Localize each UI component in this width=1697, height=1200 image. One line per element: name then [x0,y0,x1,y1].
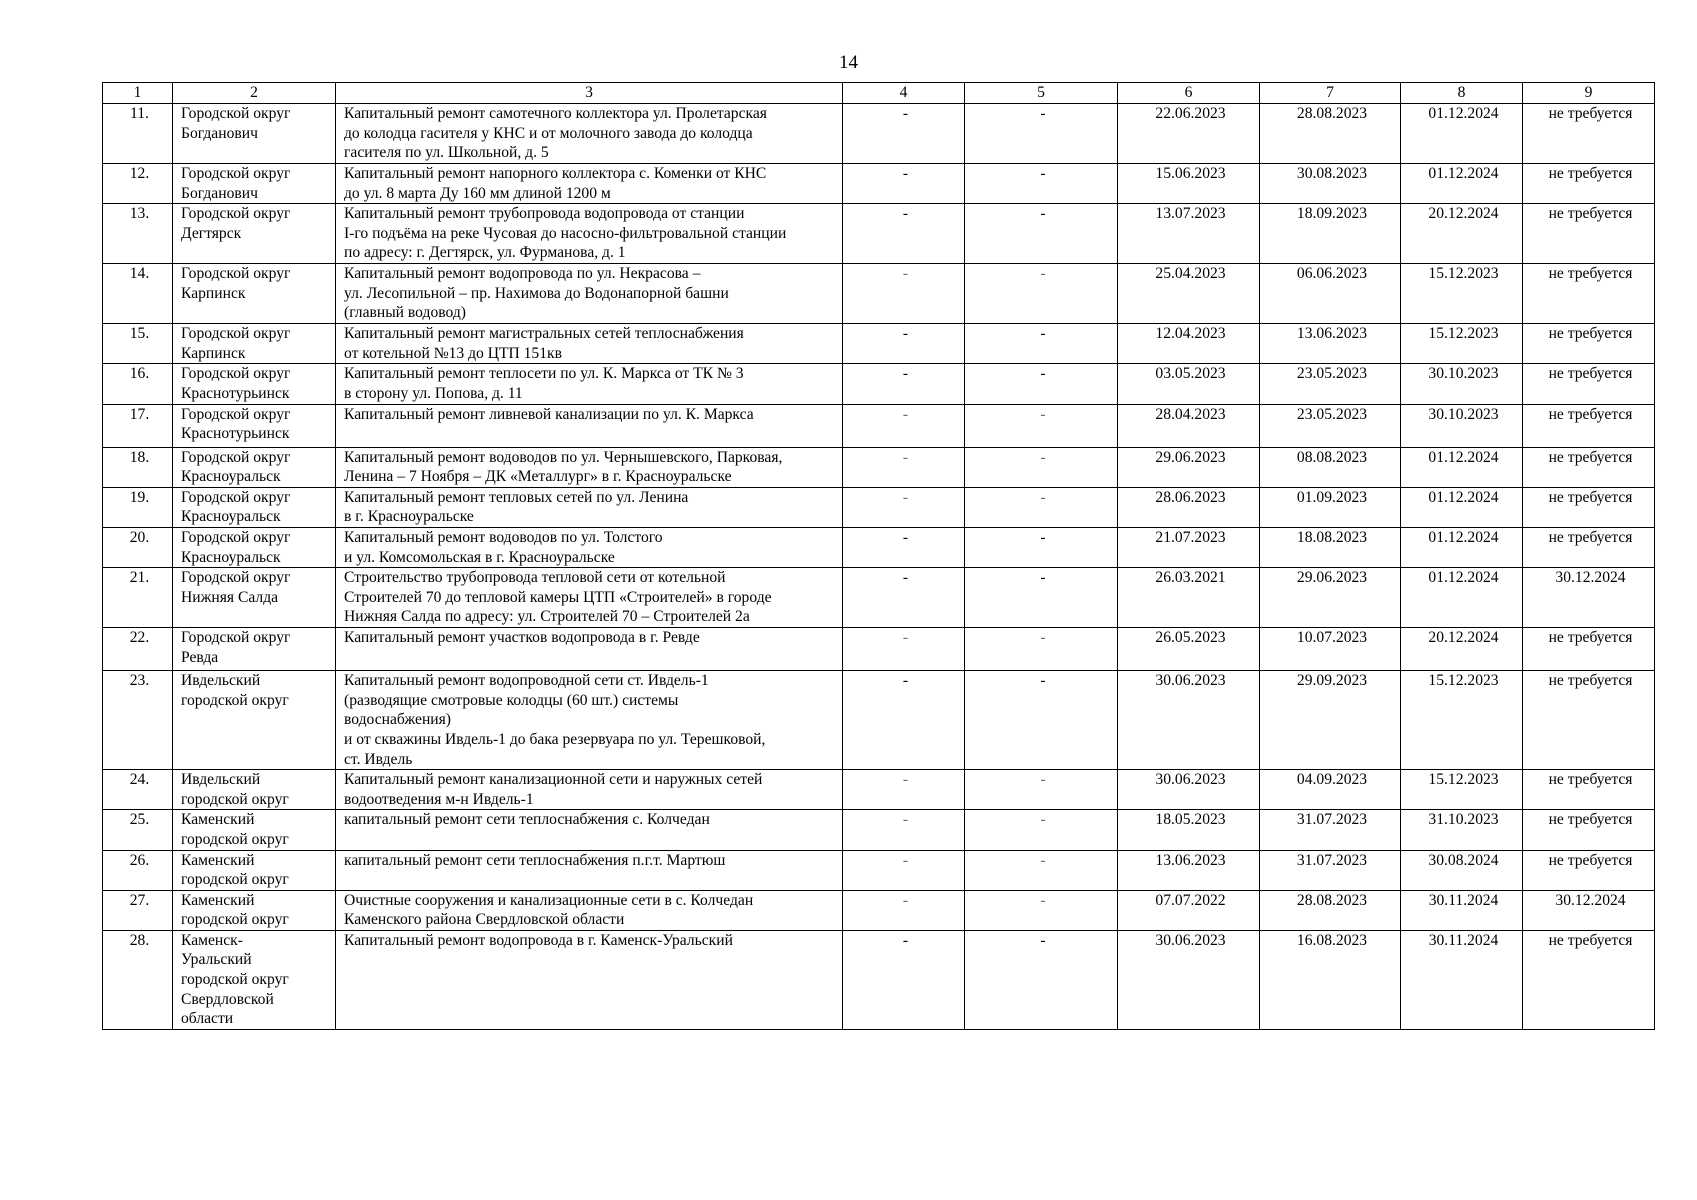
col9-cell: не требуется [1523,164,1655,204]
col9-cell: не требуется [1523,487,1655,527]
description-cell: Капитальный ремонт водопровода по ул. Некрасова – ул. Лесопильной – пр. Нахимова до Водонапорной башни (главный водовод) [336,264,843,324]
municipality-cell: Каменский городской округ [173,890,336,930]
col6-date-cell: 30.06.2023 [1118,930,1260,1029]
col5-cell: - [965,890,1118,930]
col8-date-cell: 01.12.2024 [1401,447,1523,487]
col8-date-cell: 30.11.2024 [1401,930,1523,1029]
row-number: 26. [103,850,173,890]
col8-date-cell: 20.12.2024 [1401,628,1523,671]
col8-date-cell: 20.12.2024 [1401,204,1523,264]
col5-cell: - [965,770,1118,810]
table-row [103,164,1655,204]
municipality-cell: Ивдельский городской округ [173,770,336,810]
col9-cell: не требуется [1523,404,1655,447]
col5-cell: - [965,527,1118,567]
header-row [103,83,1655,104]
row-number: 15. [103,324,173,364]
col7-date-cell: 31.07.2023 [1260,850,1401,890]
col4-cell: - [843,671,965,770]
col8-date-cell: 30.10.2023 [1401,404,1523,447]
page-number: 14 [839,52,858,73]
description-cell: капитальный ремонт сети теплоснабжения с. Колчедан [336,810,843,850]
col7-date-cell: 29.06.2023 [1260,568,1401,628]
municipality-cell: Каменский городской округ [173,810,336,850]
col4-cell: - [843,264,965,324]
description-cell: Капитальный ремонт напорного коллектора с. Коменки от КНС до ул. 8 марта Ду 160 мм длиной 1200 м [336,164,843,204]
col5-cell: - [965,164,1118,204]
row-number: 17. [103,404,173,447]
col4-cell: - [843,404,965,447]
col8-date-cell: 30.10.2023 [1401,364,1523,404]
col7-date-cell: 06.06.2023 [1260,264,1401,324]
description-cell: Капитальный ремонт магистральных сетей теплоснабжения от котельной №13 до ЦТП 151кв [336,324,843,364]
description-cell: Капитальный ремонт тепловых сетей по ул. Ленина в г. Красноуральске [336,487,843,527]
col6-date-cell: 07.07.2022 [1118,890,1260,930]
row-number: 11. [103,104,173,164]
col4-cell: - [843,810,965,850]
col7-date-cell: 04.09.2023 [1260,770,1401,810]
column-header: 5 [965,83,1118,104]
col7-date-cell: 18.08.2023 [1260,527,1401,567]
col8-date-cell: 15.12.2023 [1401,324,1523,364]
table-row [103,204,1655,264]
col7-date-cell: 13.06.2023 [1260,324,1401,364]
col9-cell: 30.12.2024 [1523,568,1655,628]
col5-cell: - [965,324,1118,364]
col9-cell: не требуется [1523,810,1655,850]
table-row [103,930,1655,1029]
municipality-cell: Городской округ Нижняя Салда [173,568,336,628]
col8-date-cell: 31.10.2023 [1401,810,1523,850]
data-table [102,82,1655,1030]
col9-cell: не требуется [1523,324,1655,364]
table-row [103,628,1655,671]
col7-date-cell: 28.08.2023 [1260,890,1401,930]
col6-date-cell: 15.06.2023 [1118,164,1260,204]
col4-cell: - [843,930,965,1029]
col5-cell: - [965,104,1118,164]
col7-date-cell: 28.08.2023 [1260,104,1401,164]
col5-cell: - [965,810,1118,850]
col6-date-cell: 12.04.2023 [1118,324,1260,364]
municipality-cell: Городской округ Дегтярск [173,204,336,264]
col7-date-cell: 23.05.2023 [1260,364,1401,404]
col6-date-cell: 18.05.2023 [1118,810,1260,850]
row-number: 14. [103,264,173,324]
row-number: 27. [103,890,173,930]
row-number: 23. [103,671,173,770]
col5-cell: - [965,930,1118,1029]
table-row [103,671,1655,770]
col7-date-cell: 31.07.2023 [1260,810,1401,850]
col5-cell: - [965,628,1118,671]
table-row [103,810,1655,850]
col8-date-cell: 01.12.2024 [1401,487,1523,527]
col7-date-cell: 23.05.2023 [1260,404,1401,447]
table-row [103,104,1655,164]
municipality-cell: Городской округ Краснотурьинск [173,364,336,404]
row-number: 24. [103,770,173,810]
col6-date-cell: 21.07.2023 [1118,527,1260,567]
column-header: 1 [103,83,173,104]
row-number: 12. [103,164,173,204]
col9-cell: не требуется [1523,930,1655,1029]
col6-date-cell: 13.06.2023 [1118,850,1260,890]
col6-date-cell: 30.06.2023 [1118,770,1260,810]
col4-cell: - [843,527,965,567]
col9-cell: не требуется [1523,447,1655,487]
col6-date-cell: 25.04.2023 [1118,264,1260,324]
col8-date-cell: 15.12.2023 [1401,671,1523,770]
description-cell: Очистные сооружения и канализационные сети в с. Колчедан Каменского района Свердловской области [336,890,843,930]
col4-cell: - [843,164,965,204]
col5-cell: - [965,364,1118,404]
row-number: 25. [103,810,173,850]
column-header: 4 [843,83,965,104]
description-cell: Капитальный ремонт водопроводной сети ст. Ивдель-1 (разводящие смотровые колодцы (60 шт.) системы водоснабжения) и от скважины Ивдель-1 до бака резервуара по ул. Терешковой, ст. Ивдель [336,671,843,770]
col9-cell: не требуется [1523,204,1655,264]
description-cell: Строительство трубопровода тепловой сети от котельной Строителей 70 до тепловой камеры ЦТП «Строителей» в городе Нижняя Салда по адресу: ул. Строителей 70 – Строителей 2а [336,568,843,628]
municipality-cell: Городской округ Карпинск [173,264,336,324]
row-number: 13. [103,204,173,264]
row-number: 18. [103,447,173,487]
description-cell: Капитальный ремонт трубопровода водопровода от станции I-го подъёма на реке Чусовая до насосно-фильтровальной станции по адресу: г. Дегтярск, ул. Фурманова, д. 1 [336,204,843,264]
col7-date-cell: 10.07.2023 [1260,628,1401,671]
municipality-cell: Каменск- Уральский городской округ Свердловской области [173,930,336,1029]
municipality-cell: Городской округ Красноуральск [173,527,336,567]
col6-date-cell: 28.06.2023 [1118,487,1260,527]
col9-cell: не требуется [1523,104,1655,164]
col6-date-cell: 22.06.2023 [1118,104,1260,164]
description-cell: Капитальный ремонт участков водопровода в г. Ревде [336,628,843,671]
col4-cell: - [843,364,965,404]
col4-cell: - [843,104,965,164]
table-row [103,568,1655,628]
col5-cell: - [965,487,1118,527]
col9-cell: не требуется [1523,850,1655,890]
table-row [103,527,1655,567]
col5-cell: - [965,447,1118,487]
col6-date-cell: 29.06.2023 [1118,447,1260,487]
municipality-cell: Городской округ Краснотурьинск [173,404,336,447]
col8-date-cell: 01.12.2024 [1401,104,1523,164]
municipality-cell: Ивдельский городской округ [173,671,336,770]
municipality-cell: Городской округ Богданович [173,104,336,164]
col5-cell: - [965,671,1118,770]
description-cell: Капитальный ремонт канализационной сети и наружных сетей водоотведения м-н Ивдель-1 [336,770,843,810]
col7-date-cell: 08.08.2023 [1260,447,1401,487]
col7-date-cell: 30.08.2023 [1260,164,1401,204]
col9-cell: не требуется [1523,628,1655,671]
row-number: 21. [103,568,173,628]
col6-date-cell: 03.05.2023 [1118,364,1260,404]
description-cell: капитальный ремонт сети теплоснабжения п.г.т. Мартюш [336,850,843,890]
col4-cell: - [843,890,965,930]
col8-date-cell: 30.08.2024 [1401,850,1523,890]
municipality-cell: Каменский городской округ [173,850,336,890]
col9-cell: не требуется [1523,671,1655,770]
col9-cell: не требуется [1523,264,1655,324]
table-row [103,264,1655,324]
row-number: 19. [103,487,173,527]
col8-date-cell: 01.12.2024 [1401,568,1523,628]
col6-date-cell: 26.05.2023 [1118,628,1260,671]
description-cell: Капитальный ремонт водоводов по ул. Чернышевского, Парковая, Ленина – 7 Ноября – ДК «Металлург» в г. Красноуральске [336,447,843,487]
column-header: 2 [173,83,336,104]
table-row [103,770,1655,810]
municipality-cell: Городской округ Ревда [173,628,336,671]
col4-cell: - [843,770,965,810]
col6-date-cell: 13.07.2023 [1118,204,1260,264]
col9-cell: не требуется [1523,527,1655,567]
col4-cell: - [843,487,965,527]
col7-date-cell: 29.09.2023 [1260,671,1401,770]
description-cell: Капитальный ремонт водопровода в г. Каменск-Уральский [336,930,843,1029]
col4-cell: - [843,447,965,487]
col4-cell: - [843,628,965,671]
municipality-cell: Городской округ Богданович [173,164,336,204]
col9-cell: 30.12.2024 [1523,890,1655,930]
col8-date-cell: 30.11.2024 [1401,890,1523,930]
table-row [103,404,1655,447]
table-row [103,850,1655,890]
row-number: 20. [103,527,173,567]
column-header: 7 [1260,83,1401,104]
col4-cell: - [843,324,965,364]
column-header: 9 [1523,83,1655,104]
table-row [103,487,1655,527]
table-row [103,364,1655,404]
column-header: 8 [1401,83,1523,104]
column-header: 3 [336,83,843,104]
col5-cell: - [965,404,1118,447]
description-cell: Капитальный ремонт ливневой канализации по ул. К. Маркса [336,404,843,447]
table-row [103,447,1655,487]
col5-cell: - [965,850,1118,890]
col6-date-cell: 30.06.2023 [1118,671,1260,770]
col6-date-cell: 28.04.2023 [1118,404,1260,447]
col4-cell: - [843,568,965,628]
col6-date-cell: 26.03.2021 [1118,568,1260,628]
col8-date-cell: 01.12.2024 [1401,164,1523,204]
table-row [103,890,1655,930]
description-cell: Капитальный ремонт теплосети по ул. К. Маркса от ТК № 3 в сторону ул. Попова, д. 11 [336,364,843,404]
table-row [103,324,1655,364]
col9-cell: не требуется [1523,770,1655,810]
col4-cell: - [843,850,965,890]
municipality-cell: Городской округ Красноуральск [173,487,336,527]
description-cell: Капитальный ремонт самотечного коллектора ул. Пролетарская до колодца гасителя у КНС и от молочного завода до колодца гасителя по ул. Школьной, д. 5 [336,104,843,164]
col7-date-cell: 16.08.2023 [1260,930,1401,1029]
column-header: 6 [1118,83,1260,104]
col7-date-cell: 18.09.2023 [1260,204,1401,264]
col7-date-cell: 01.09.2023 [1260,487,1401,527]
municipality-cell: Городской округ Карпинск [173,324,336,364]
col8-date-cell: 01.12.2024 [1401,527,1523,567]
row-number: 28. [103,930,173,1029]
col5-cell: - [965,204,1118,264]
row-number: 16. [103,364,173,404]
description-cell: Капитальный ремонт водоводов по ул. Толстого и ул. Комсомольская в г. Красноуральске [336,527,843,567]
col4-cell: - [843,204,965,264]
row-number: 22. [103,628,173,671]
col5-cell: - [965,568,1118,628]
col9-cell: не требуется [1523,364,1655,404]
col8-date-cell: 15.12.2023 [1401,264,1523,324]
col8-date-cell: 15.12.2023 [1401,770,1523,810]
table-body [103,104,1655,1030]
municipality-cell: Городской округ Красноуральск [173,447,336,487]
col5-cell: - [965,264,1118,324]
